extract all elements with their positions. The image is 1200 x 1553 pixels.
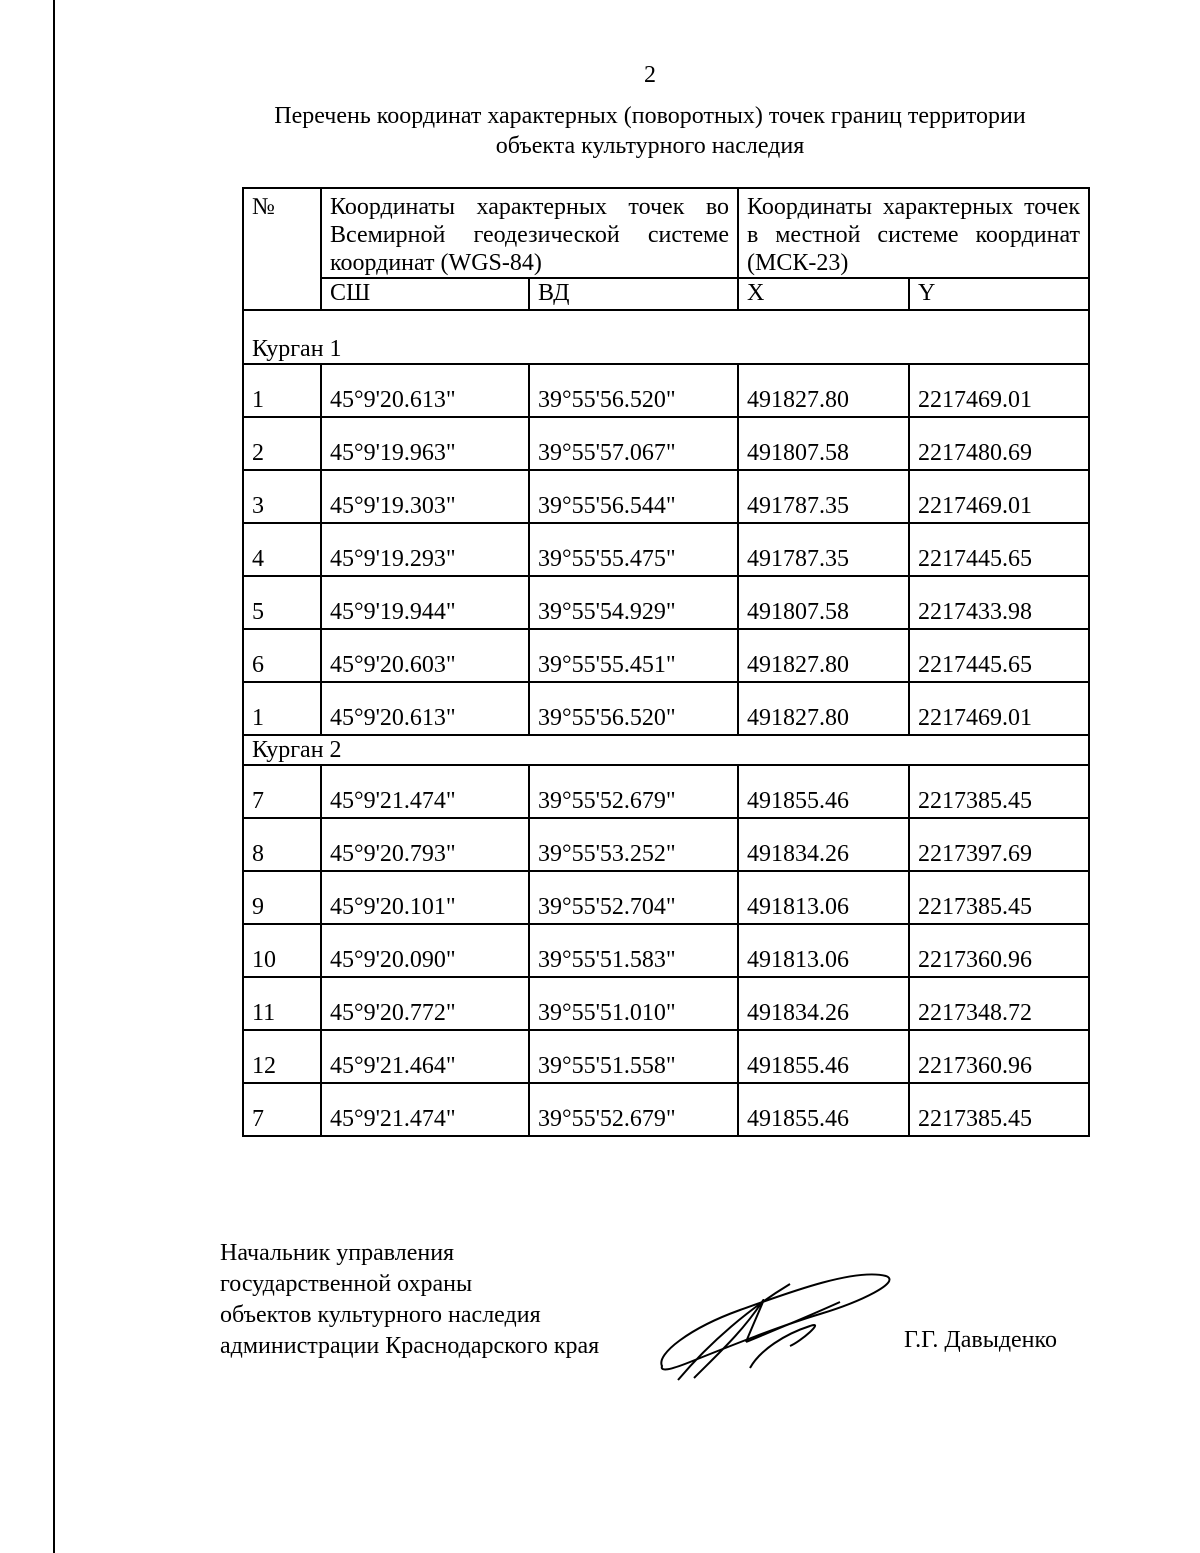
cell-n: 7 [243, 765, 321, 818]
cell-y: 2217445.65 [909, 629, 1089, 682]
cell-lat: 45°9'21.474" [321, 765, 529, 818]
cell-n: 1 [243, 682, 321, 735]
cell-x: 491813.06 [738, 871, 909, 924]
cell-x: 491807.58 [738, 576, 909, 629]
table-row [243, 417, 1089, 470]
cell-y: 2217385.45 [909, 871, 1089, 924]
cell-n: 6 [243, 629, 321, 682]
cell-n: 8 [243, 818, 321, 871]
table-subheader-row [243, 278, 1089, 310]
cell-lon: 39°55'52.679" [529, 765, 738, 818]
cell-lat: 45°9'19.944" [321, 576, 529, 629]
cell-lon: 39°55'56.520" [529, 682, 738, 735]
header-x: X [738, 278, 909, 310]
cell-lat: 45°9'21.474" [321, 1083, 529, 1136]
cell-lat: 45°9'20.793" [321, 818, 529, 871]
table-row [243, 523, 1089, 576]
cell-x: 491834.26 [738, 818, 909, 871]
header-wgs84: Координаты характерных точек во Всемирной геодезической системе координат (WGS-84) [321, 188, 738, 278]
cell-lat: 45°9'19.303" [321, 470, 529, 523]
cell-n: 9 [243, 871, 321, 924]
cell-lon: 39°55'53.252" [529, 818, 738, 871]
cell-x: 491855.46 [738, 1030, 909, 1083]
cell-lat: 45°9'20.090" [321, 924, 529, 977]
cell-y: 2217469.01 [909, 682, 1089, 735]
table-row [243, 576, 1089, 629]
table-row [243, 977, 1089, 1030]
position-line: государственной охраны [220, 1271, 473, 1297]
page-number: 2 [644, 62, 656, 88]
cell-lat: 45°9'20.772" [321, 977, 529, 1030]
header-longitude: ВД [529, 278, 738, 310]
cell-n: 11 [243, 977, 321, 1030]
handwritten-signature [650, 1262, 900, 1392]
cell-lon: 39°55'56.544" [529, 470, 738, 523]
cell-lon: 39°55'51.010" [529, 977, 738, 1030]
cell-n: 10 [243, 924, 321, 977]
table-row [243, 682, 1089, 735]
position-line: объектов культурного наследия [220, 1302, 541, 1328]
cell-n: 7 [243, 1083, 321, 1136]
cell-x: 491855.46 [738, 765, 909, 818]
cell-lat: 45°9'19.963" [321, 417, 529, 470]
table-header-row [243, 188, 1089, 278]
cell-lon: 39°55'52.704" [529, 871, 738, 924]
table-body [243, 310, 1089, 1136]
cell-n: 1 [243, 364, 321, 417]
cell-n: 3 [243, 470, 321, 523]
document-title [240, 101, 1060, 161]
cell-lon: 39°55'52.679" [529, 1083, 738, 1136]
cell-x: 491827.80 [738, 364, 909, 417]
cell-lon: 39°55'55.475" [529, 523, 738, 576]
cell-y: 2217385.45 [909, 1083, 1089, 1136]
cell-lat: 45°9'20.101" [321, 871, 529, 924]
position-line: Начальник управления [220, 1240, 455, 1266]
group-title: Курган 2 [243, 735, 1089, 765]
scan-edge-line [53, 0, 55, 1553]
cell-y: 2217385.45 [909, 765, 1089, 818]
cell-lat: 45°9'21.464" [321, 1030, 529, 1083]
cell-lon: 39°55'56.520" [529, 364, 738, 417]
cell-x: 491787.35 [738, 523, 909, 576]
cell-y: 2217360.96 [909, 924, 1089, 977]
cell-x: 491834.26 [738, 977, 909, 1030]
table-row [243, 924, 1089, 977]
cell-y: 2217469.01 [909, 364, 1089, 417]
cell-lon: 39°55'51.558" [529, 1030, 738, 1083]
cell-x: 491827.80 [738, 682, 909, 735]
cell-y: 2217397.69 [909, 818, 1089, 871]
cell-lon: 39°55'54.929" [529, 576, 738, 629]
title-line-2: объекта культурного наследия [495, 133, 805, 159]
signatory-position [220, 1238, 599, 1362]
cell-n: 4 [243, 523, 321, 576]
header-latitude: СШ [321, 278, 529, 310]
cell-y: 2217469.01 [909, 470, 1089, 523]
cell-lon: 39°55'57.067" [529, 417, 738, 470]
cell-lat: 45°9'20.613" [321, 364, 529, 417]
cell-lon: 39°55'51.583" [529, 924, 738, 977]
cell-lon: 39°55'55.451" [529, 629, 738, 682]
table-row [243, 629, 1089, 682]
group-title: Курган 1 [243, 310, 1089, 364]
cell-x: 491855.46 [738, 1083, 909, 1136]
cell-lat: 45°9'20.603" [321, 629, 529, 682]
table-row [243, 1030, 1089, 1083]
cell-lat: 45°9'20.613" [321, 682, 529, 735]
coordinates-table [242, 187, 1090, 1137]
cell-y: 2217433.98 [909, 576, 1089, 629]
table-row [243, 1083, 1089, 1136]
header-number: № [243, 188, 321, 310]
cell-x: 491807.58 [738, 417, 909, 470]
cell-y: 2217348.72 [909, 977, 1089, 1030]
group-row [243, 735, 1089, 765]
table-row [243, 364, 1089, 417]
header-y: Y [909, 278, 1089, 310]
group-row [243, 310, 1089, 364]
header-msk23: Координаты характерных точек в местной системе координат (МСК-23) [738, 188, 1089, 278]
cell-y: 2217360.96 [909, 1030, 1089, 1083]
cell-lat: 45°9'19.293" [321, 523, 529, 576]
cell-y: 2217445.65 [909, 523, 1089, 576]
cell-x: 491787.35 [738, 470, 909, 523]
cell-n: 12 [243, 1030, 321, 1083]
cell-n: 5 [243, 576, 321, 629]
cell-x: 491813.06 [738, 924, 909, 977]
position-line: администрации Краснодарского края [220, 1333, 600, 1359]
signatory-name: Г.Г. Давыденко [904, 1327, 1057, 1353]
cell-x: 491827.80 [738, 629, 909, 682]
cell-y: 2217480.69 [909, 417, 1089, 470]
table-row [243, 470, 1089, 523]
cell-n: 2 [243, 417, 321, 470]
table-row [243, 765, 1089, 818]
table-row [243, 818, 1089, 871]
table-row [243, 871, 1089, 924]
title-line-1: Перечень координат характерных (поворотных) точек границ территории [274, 103, 1026, 129]
